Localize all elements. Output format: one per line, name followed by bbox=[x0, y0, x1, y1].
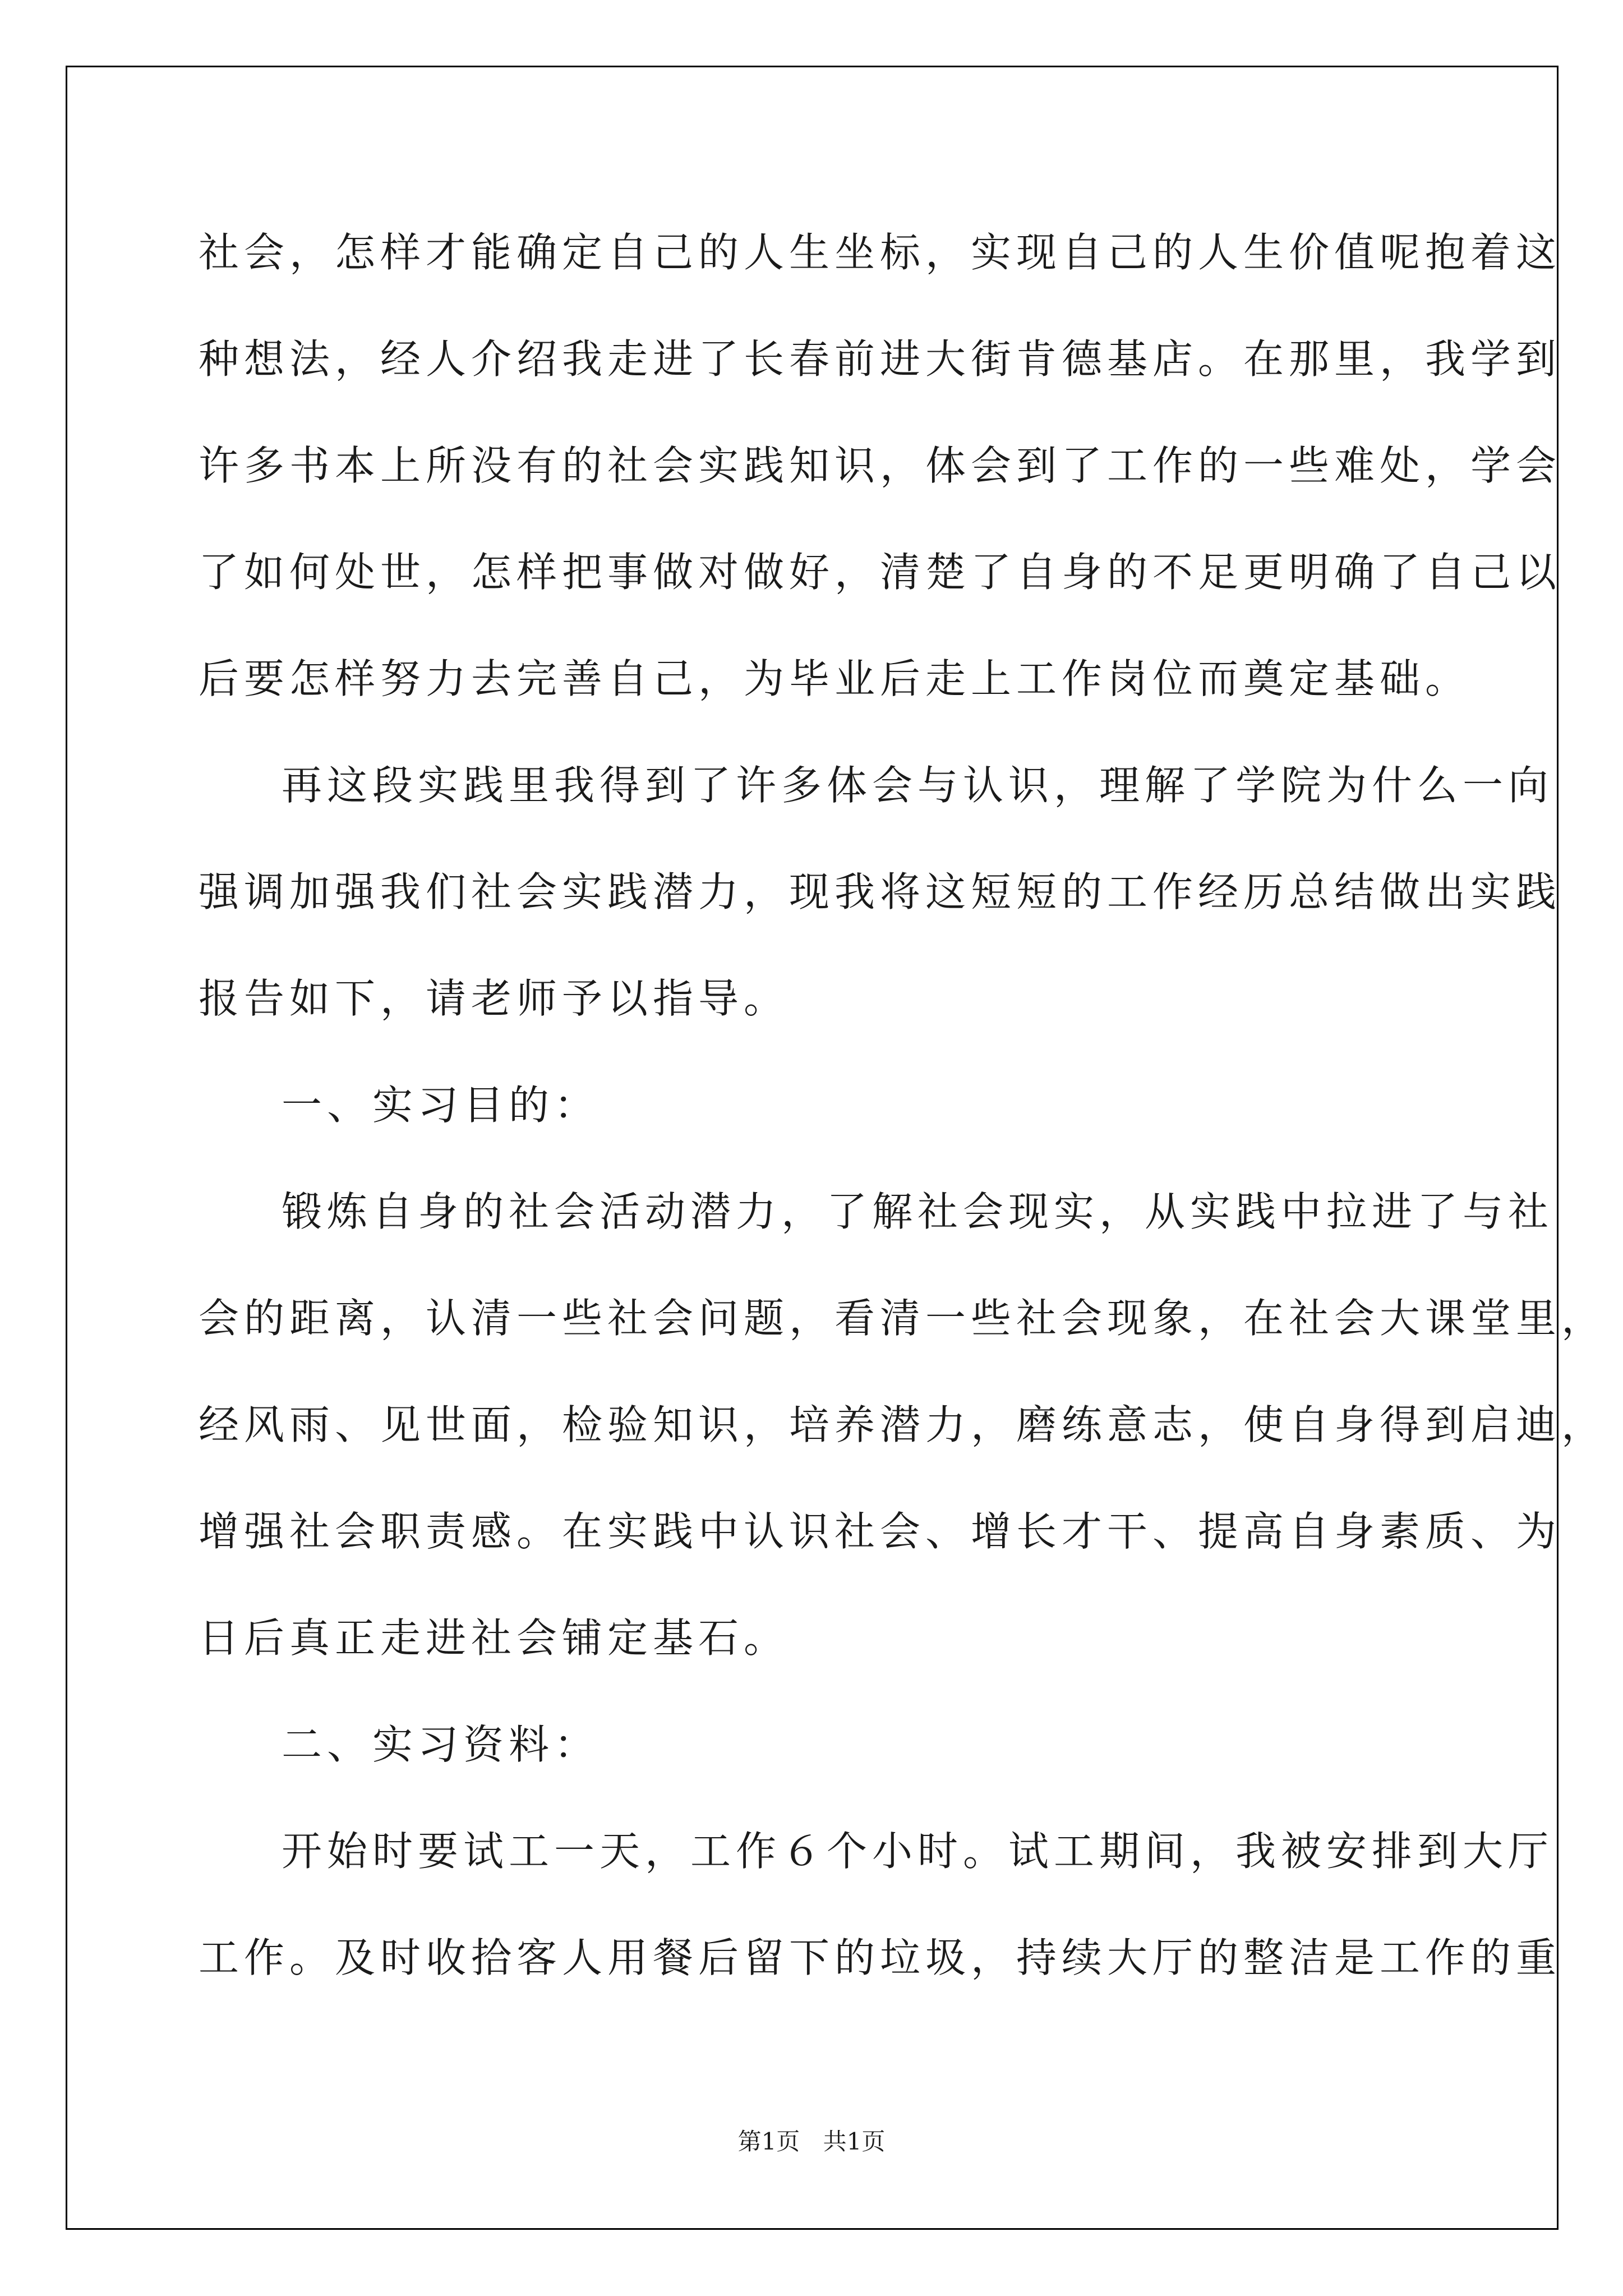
text-line: 日后真正走进社会铺定基石。 bbox=[199, 1614, 790, 1662]
text-line: 强调加强我们社会实践潜力，现我将这短短的工作经历总结做出实践 bbox=[199, 868, 1562, 915]
text-line: 经风雨、见世面，检验知识，培养潜力，磨练意志，使自身得到启迪， bbox=[199, 1401, 1607, 1448]
section-heading: 二、实习资料： bbox=[282, 1721, 600, 1768]
text-line: 增强社会职责感。在实践中认识社会、增长才干、提高自身素质、为 bbox=[199, 1508, 1562, 1555]
text-line: 种想法，经人介绍我走进了长春前进大街肯德基店。在那里，我学到 bbox=[199, 335, 1562, 383]
text-line: 锻炼自身的社会活动潜力，了解社会现实，从实践中拉进了与社 bbox=[282, 1188, 1554, 1235]
page-footer bbox=[0, 2125, 1623, 2159]
text-line: 开始时要试工一天，工作６个小时。试工期间，我被安排到大厅 bbox=[282, 1828, 1554, 1875]
page-number: 第1页 bbox=[737, 2128, 800, 2155]
section-heading: 一、实习目的： bbox=[282, 1082, 600, 1129]
text-line: 工作。及时收拾客人用餐后留下的垃圾，持续大厅的整洁是工作的重 bbox=[199, 1934, 1562, 1981]
text-line: 报告如下，请老师予以指导。 bbox=[199, 975, 790, 1022]
text-line: 会的距离，认清一些社会问题，看清一些社会现象，在社会大课堂里， bbox=[199, 1295, 1607, 1342]
text-line: 再这段实践里我得到了许多体会与认识，理解了学院为什么一向 bbox=[282, 762, 1554, 809]
text-line: 社会，怎样才能确定自己的人生坐标，实现自己的人生价值呢抱着这 bbox=[199, 229, 1562, 276]
page-total: 共1页 bbox=[823, 2128, 886, 2155]
text-line: 许多书本上所没有的社会实践知识，体会到了工作的一些难处，学会 bbox=[199, 442, 1562, 489]
text-line: 后要怎样努力去完善自己，为毕业后走上工作岗位而奠定基础。 bbox=[199, 655, 1471, 702]
text-line: 了如何处世，怎样把事做对做好，清楚了自身的不足更明确了自己以 bbox=[199, 549, 1562, 596]
